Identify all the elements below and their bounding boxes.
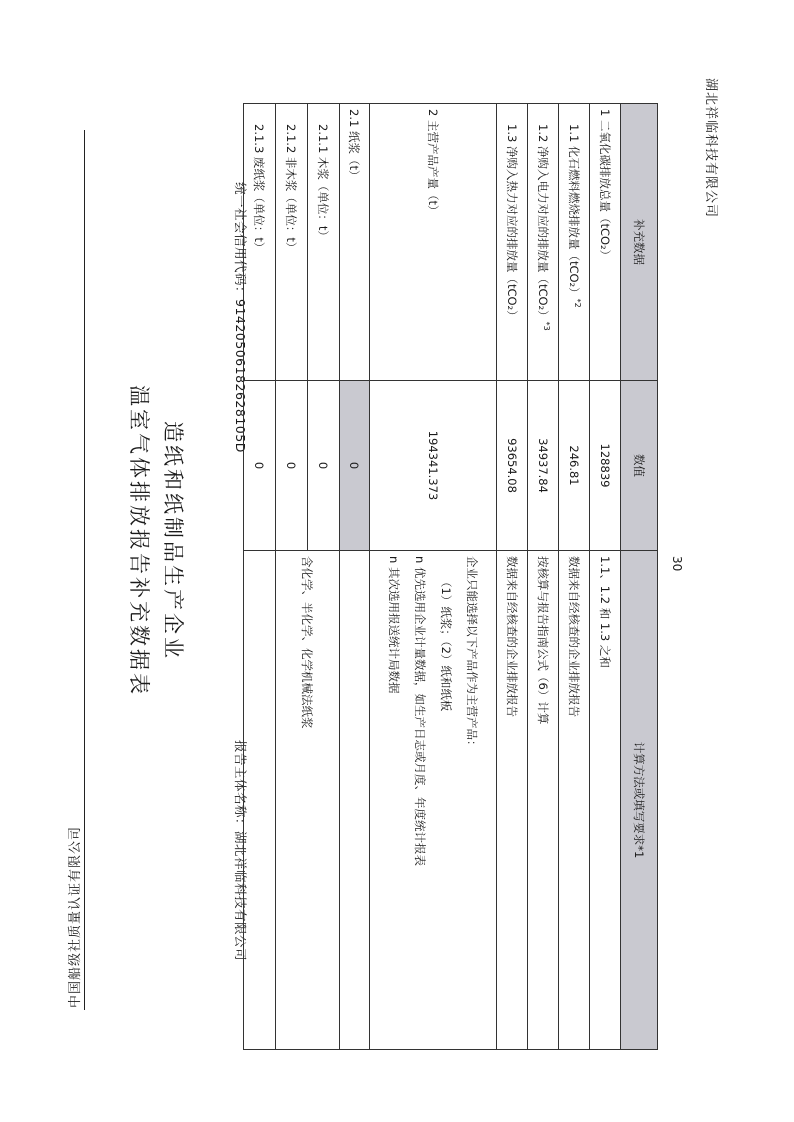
- row-item: 2 主营产品产量（t）: [370, 104, 497, 381]
- header-right: 湖北祥临科技有限公司: [703, 78, 718, 219]
- header-left: 中国船级社质量认证有限公司: [68, 825, 83, 1008]
- row-item: 1.2 净购入电力对应的排放量$(tCO_2)^{*3}$: [528, 104, 559, 381]
- method-line: （1）纸浆；（2）纸和纸板: [439, 576, 453, 712]
- row-method: 按核算与报告指南公式（6）计算: [528, 551, 559, 1050]
- table-row: [370, 104, 497, 1050]
- table-row: [497, 104, 528, 1050]
- footnote-mark: *2: [572, 298, 582, 308]
- row-item: 1 二氧化碳排放总量（tCO₂）: [590, 104, 621, 381]
- row-method: 数据来自经核查的企业排放报告: [559, 551, 590, 1050]
- row-method: [244, 551, 276, 1050]
- row-value: 0: [276, 381, 308, 551]
- row-value: 0: [308, 381, 340, 551]
- row-value: 194341.373: [370, 381, 497, 551]
- row-method: [340, 551, 370, 1050]
- header-method: 计算方法或填写要求*1: [621, 551, 658, 1050]
- header-value: 数值: [621, 381, 658, 551]
- header-item: 补充数据: [621, 104, 658, 381]
- row-value: 34937.84: [528, 381, 559, 551]
- method-line: n 其次选用报送统计局数据: [387, 556, 401, 694]
- supplementary-data-table: [252, 103, 658, 1049]
- row-item: 1.3 净购入热力对应的排放量（tCO₂）: [497, 104, 528, 381]
- row-item: 2.1.1 木浆（单位：t）: [308, 104, 340, 381]
- page-number: 30: [670, 556, 684, 572]
- table-row: [590, 104, 621, 1050]
- header-rule: [84, 130, 85, 1010]
- row-value: 0: [340, 381, 370, 551]
- row-value: 0: [244, 381, 276, 551]
- row-value: 128839: [590, 381, 621, 551]
- row-item: 2.1.2 非木浆（单位：t）: [276, 104, 308, 381]
- credit-code-label: 统一社会信用代码：91420506182628105D: [233, 182, 248, 453]
- row-item: 1.1 化石燃料燃烧排放量$(tCO_2)^{*2}$: [559, 104, 590, 381]
- table-row: [559, 104, 590, 1050]
- row-method: 含化学、半化学、化学机械法纸浆: [276, 551, 340, 1050]
- footnote-mark: *3: [541, 321, 551, 331]
- method-line: n 优先选用企业计量数据，如生产日志或月度、年度统计报表: [413, 556, 427, 866]
- table-row: [340, 104, 370, 1050]
- row-method: [370, 551, 497, 1050]
- document-title: [122, 363, 190, 719]
- entity-name-label: 报告主体名称：湖北祥临科技有限公司: [233, 740, 248, 962]
- title-line-2: 温室气体排放报告补充数据表: [127, 385, 151, 697]
- title-line-1: 造纸和纸制品生产企业: [161, 421, 185, 661]
- table-row: [308, 104, 340, 1050]
- table-row: [244, 104, 276, 1050]
- row-item: 2.1 纸浆（t）: [340, 104, 370, 381]
- row-value: 93654.08: [497, 381, 528, 551]
- method-line: 企业只能选择以下产品作为主营产品：: [465, 556, 479, 752]
- row-value: 246.81: [559, 381, 590, 551]
- row-item: 2.1.3 废纸浆（单位：t）: [244, 104, 276, 381]
- row-method: 1.1、1.2 和 1.3 之和: [590, 551, 621, 1050]
- table-header-row: [621, 104, 658, 1050]
- row-method: 数据来自经核查的企业排放报告: [497, 551, 528, 1050]
- table-row: [528, 104, 559, 1050]
